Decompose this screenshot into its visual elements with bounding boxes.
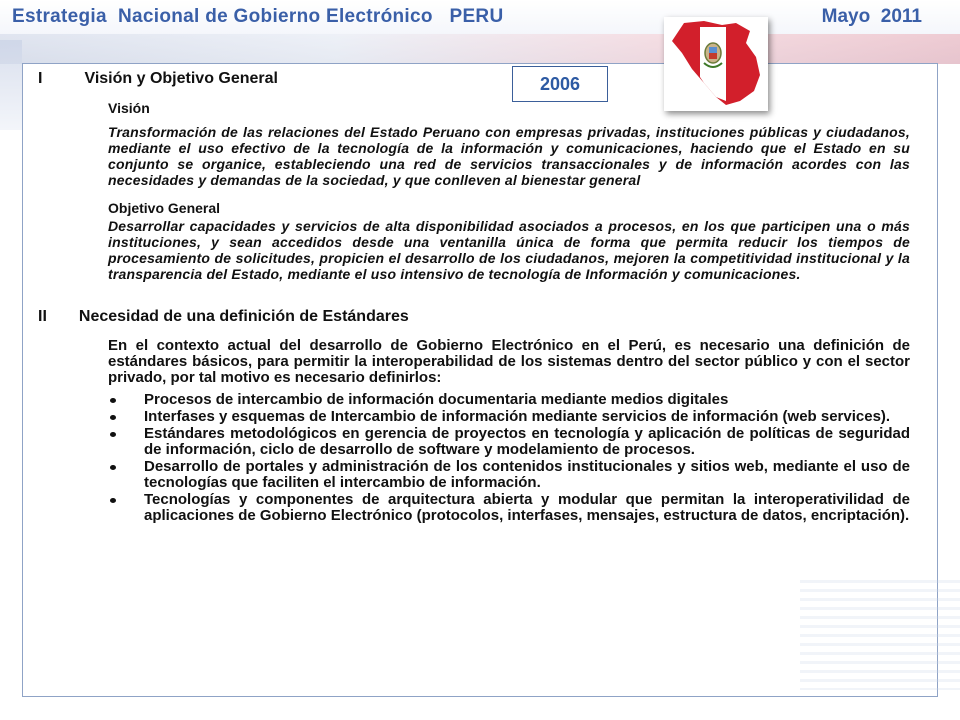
- bullet-icon: [110, 398, 116, 403]
- section-2-intro: En el contexto actual del desarrollo de Gobierno Electrónico en el Perú, es necesario una definición de estándares básicos, para permitir la interoperabilidad de los sistemas dentro del sector público y con el sector privado, por tal motivo es necesario definirlos:: [108, 337, 910, 386]
- list-item-text: Tecnologías y componentes de arquitectura abierta y modular que permitan la interoperativilidad de aplicaciones de Gobierno Electrónico (protocolos, interfases, mensajes, estructura de datos, encriptación).: [144, 491, 910, 524]
- list-item-text: Interfases y esquemas de Intercambio de información mediante servicios de información (web services).: [144, 408, 891, 425]
- document-body: [38, 70, 910, 525]
- list-item: [108, 459, 910, 491]
- background-decoration: [800, 580, 960, 690]
- left-decoration: [0, 40, 22, 130]
- header-swoosh: [0, 34, 960, 64]
- standards-list: [108, 392, 910, 524]
- vision-text: Transformación de las relaciones del Estado Peruano con empresas privadas, instituciones públicas y ciudadanos, mediante el uso efectivo de la tecnología de la información y comunicaciones, haciendo que el Estado en su conjunto se organice, estableciendo una red de servicios transaccionales y de información acordes con las necesidades y demandas de la sociedad, y que conlleven al bienestar general: [108, 124, 910, 188]
- bullet-icon: [110, 498, 116, 503]
- year-badge: 2006: [512, 66, 608, 102]
- section-2-number: II: [38, 308, 47, 325]
- list-item-text: Estándares metodológicos en gerencia de proyectos en tecnología y aplicación de políticas de seguridad de información, ciclo de desarrollo de software y modelamiento de procesos.: [144, 425, 910, 458]
- objective-title: Objetivo General: [108, 200, 221, 216]
- list-item-text: Procesos de intercambio de información documentaria mediante medios digitales: [144, 391, 729, 408]
- bullet-icon: [110, 415, 116, 420]
- list-item: [108, 492, 910, 524]
- bullet-icon: [110, 465, 116, 470]
- bullet-icon: [110, 432, 116, 437]
- section-1-title: Visión y Objetivo General: [84, 70, 278, 87]
- section-1-number: I: [38, 70, 43, 87]
- section-2-heading: [38, 308, 910, 326]
- section-2-title: Necesidad de una definición de Estándares: [78, 308, 409, 325]
- objective-text: Desarrollar capacidades y servicios de alta disponibilidad asociados a procesos, en los que participen una o más instituciones, y sean accedidos desde una ventanilla única de forma que permita reducir los tiempos de procesamiento de solicitudes, propicien el desarrollo de los ciudadanos, mejoren la competitividad institucional y la transparencia del Estado, mediante el uso intensivo de tecnología de Información y comunicaciones.: [108, 218, 910, 282]
- peru-map-flag-icon: [664, 17, 768, 111]
- page-title: Estrategia Nacional de Gobierno Electrónico PERU: [12, 6, 504, 27]
- list-item-text: Desarrollo de portales y administración de los contenidos institucionales y sitios web, mediante el uso de tecnologías que faciliten el intercambio de información.: [144, 458, 910, 491]
- section-1-heading: [38, 70, 910, 88]
- page-date: Mayo 2011: [821, 6, 922, 27]
- list-item: [108, 426, 910, 458]
- list-item: [108, 392, 910, 408]
- list-item: [108, 409, 910, 425]
- vision-title: Visión: [108, 100, 150, 116]
